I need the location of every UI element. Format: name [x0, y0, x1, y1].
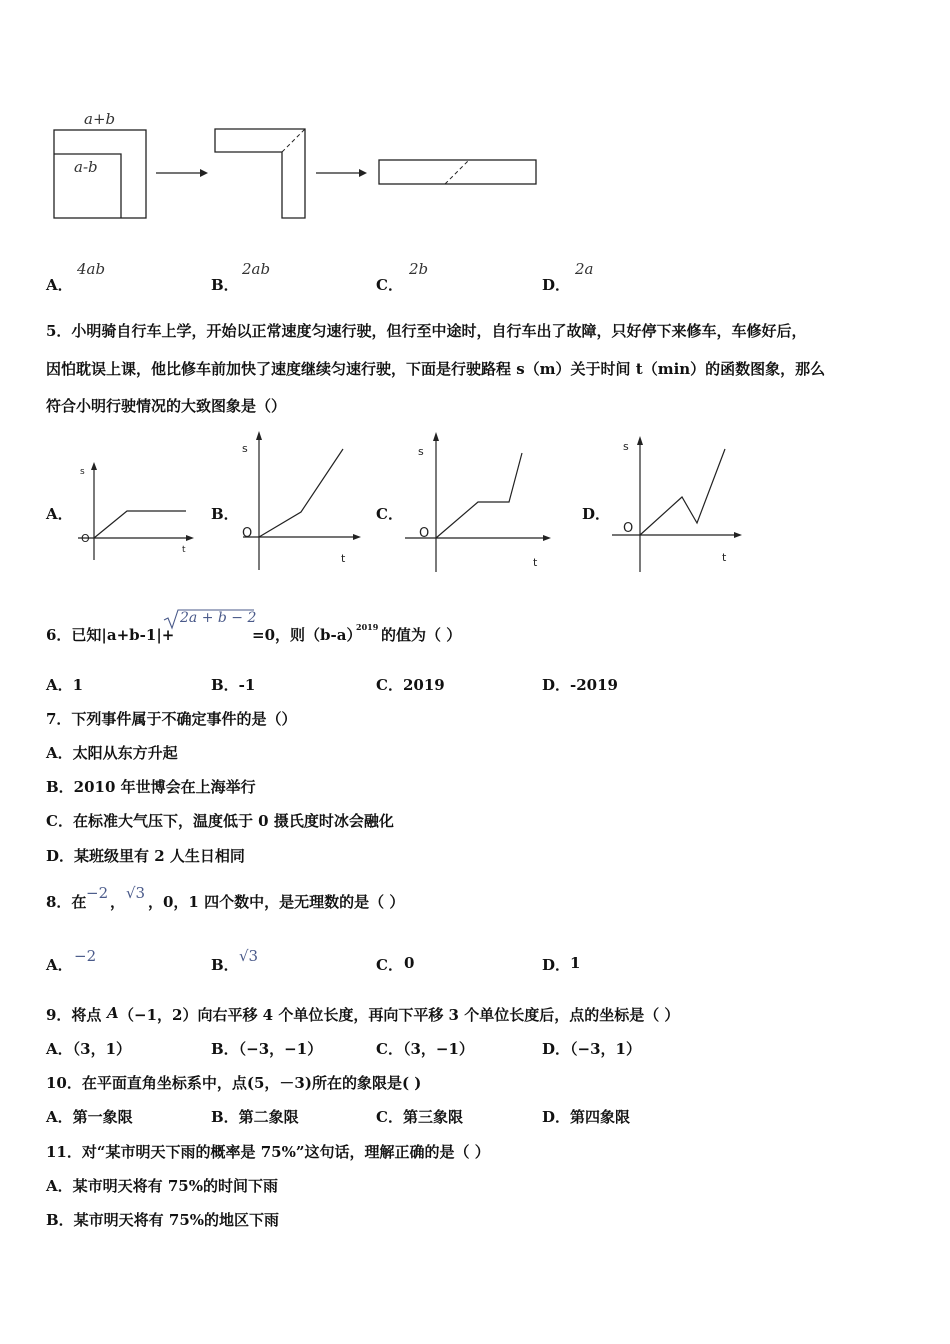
q11-option-b[interactable]: B．某市明天将有 75%的地区下雨 — [46, 1211, 280, 1229]
graph-d-y-label: s — [623, 440, 629, 453]
q5-graph-c — [405, 432, 551, 572]
q5-graph-a — [78, 462, 194, 560]
q5-graph-b — [242, 431, 361, 570]
q9-option-d[interactable]: D．（−3，1） — [542, 1040, 641, 1058]
q7-option-a[interactable]: A．太阳从东方升起 — [46, 744, 178, 762]
outer-square-label: a+b — [84, 110, 116, 128]
graph-b-x-label: t — [341, 552, 346, 565]
q11-option-a[interactable]: A．某市明天将有 75%的时间下雨 — [46, 1177, 278, 1195]
q6-middle: =0，则（b-a） — [252, 626, 362, 644]
q8-option-b-value: √3 — [239, 947, 259, 965]
graph-b-y-label: s — [242, 442, 248, 455]
q8-option-d-value: 1 — [570, 954, 581, 972]
q11-stem: 11．对“某市明天下雨的概率是 75%”这句话，理解正确的是（ ） — [46, 1143, 490, 1161]
q4-option-d-value: 2a — [575, 260, 594, 278]
q9-option-b[interactable]: B．（−3，−1） — [211, 1040, 323, 1058]
q5-stem-line2: 因怕耽误上课，他比修车前加快了速度继续匀速行驶，下面是行驶路程 s（m）关于时间 t（min）的函数图象，那么 — [46, 360, 826, 378]
q8-option-d-letter[interactable]: D． — [542, 956, 571, 974]
q9-point: A — [107, 1004, 119, 1022]
graph-c-y-label: s — [418, 445, 424, 458]
q8-option-b-letter[interactable]: B． — [211, 956, 239, 974]
q8-option-a-value: −2 — [74, 947, 97, 965]
q7-stem: 7．下列事件属于不确定事件的是（） — [46, 710, 297, 728]
graph-a-y-label: s — [80, 467, 85, 477]
q10-option-b[interactable]: B．第二象限 — [211, 1108, 299, 1126]
graph-d-origin: O — [623, 521, 634, 536]
q6-option-d[interactable]: D．-2019 — [542, 676, 618, 694]
q6-suffix: 的值为（ ） — [381, 626, 462, 644]
q7-option-d[interactable]: D．某班级里有 2 人生日相同 — [46, 847, 245, 865]
q8-suffix: ，0，1 四个数中，是无理数的是（ ） — [148, 893, 405, 911]
q9-prefix: 9．将点 — [46, 1006, 102, 1024]
q8-sep: ， — [110, 893, 126, 911]
q5-graphs — [0, 0, 950, 600]
q4-option-c-letter[interactable]: C． — [376, 276, 403, 294]
q10-stem: 10．在平面直角坐标系中，点(5，－3)所在的象限是( ) — [46, 1074, 422, 1092]
q5-option-d[interactable]: D． — [582, 505, 611, 523]
q9-option-c[interactable]: C．（3，−1） — [376, 1040, 474, 1058]
q9-suffix: （−1，2）向右平移 4 个单位长度，再向下平移 3 个单位长度后，点的坐标是（ ） — [119, 1006, 680, 1024]
graph-b-origin: O — [242, 526, 253, 541]
q4-option-b-value: 2ab — [242, 260, 271, 278]
q4-option-a-value: 4ab — [77, 260, 106, 278]
q6-option-b[interactable]: B．-1 — [211, 676, 256, 694]
q6-exponent: 2019 — [356, 622, 379, 632]
q10-option-a[interactable]: A．第一象限 — [46, 1108, 133, 1126]
q5-option-b[interactable]: B． — [211, 505, 239, 523]
graph-d-x-label: t — [722, 551, 727, 564]
graph-c-x-label: t — [533, 556, 538, 569]
q8-num2: √3 — [126, 884, 146, 902]
q7-option-b[interactable]: B．2010 年世博会在上海举行 — [46, 778, 256, 796]
graph-a-x-label: t — [182, 545, 186, 555]
q8-option-c-value: 0 — [404, 954, 415, 972]
inner-square-label: a-b — [74, 158, 98, 176]
q8-num1: −2 — [86, 884, 109, 902]
q6-prefix: 6．已知|a+b-1|+ — [46, 626, 175, 644]
q8-option-c-letter[interactable]: C． — [376, 956, 403, 974]
q10-option-d[interactable]: D．第四象限 — [542, 1108, 631, 1126]
q4-option-a-letter[interactable]: A． — [46, 276, 73, 294]
q6-option-c[interactable]: C．2019 — [376, 676, 445, 694]
q4-option-d-letter[interactable]: D． — [542, 276, 571, 294]
q4-option-c-value: 2b — [409, 260, 429, 278]
q5-stem-line3: 符合小明行驶情况的大致图象是（） — [46, 397, 287, 415]
q8-option-a-letter[interactable]: A． — [46, 956, 73, 974]
graph-c-origin: O — [419, 526, 430, 541]
q10-option-c[interactable]: C．第三象限 — [376, 1108, 463, 1126]
q6-option-a[interactable]: A．1 — [46, 676, 84, 694]
q5-graph-d — [612, 436, 742, 572]
q6-radicand: 2a + b − 2 — [180, 610, 257, 626]
graph-a-origin: O — [81, 532, 90, 545]
q4-option-b-letter[interactable]: B． — [211, 276, 239, 294]
q5-option-c[interactable]: C． — [376, 505, 403, 523]
q7-option-c[interactable]: C．在标准大气压下，温度低于 0 摄氏度时冰会融化 — [46, 812, 394, 830]
q5-option-a[interactable]: A． — [46, 505, 73, 523]
q9-option-a[interactable]: A．（3，1） — [46, 1040, 132, 1058]
q8-prefix: 8．在 — [46, 893, 87, 911]
q5-stem-line1: 5．小明骑自行车上学，开始以正常速度匀速行驶，但行至中途时，自行车出了故障，只好停下来修车，车修好后， — [46, 322, 807, 340]
